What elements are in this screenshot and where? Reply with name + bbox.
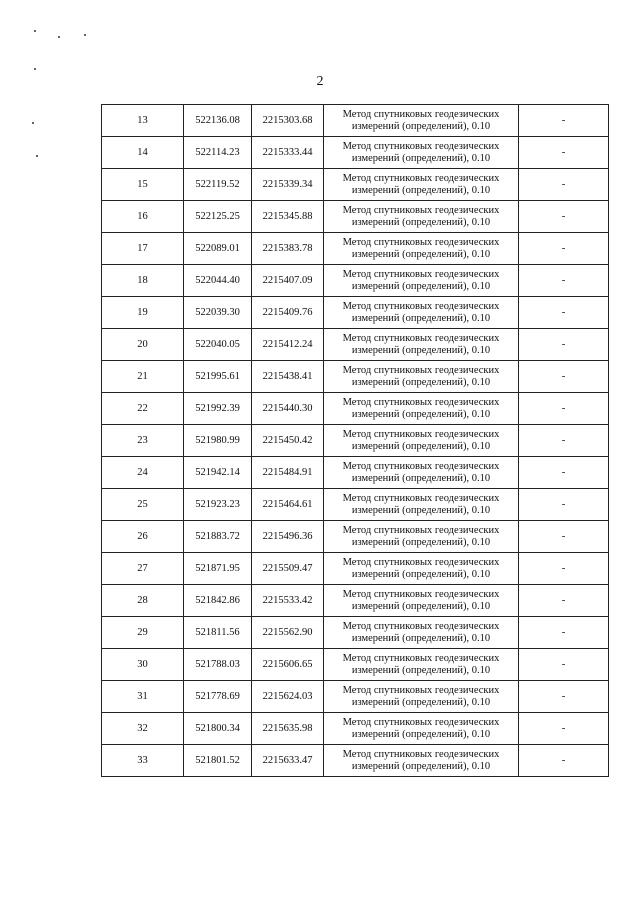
point-number-cell	[102, 393, 184, 425]
note-text: -	[561, 595, 566, 606]
note-text: -	[561, 563, 566, 574]
point-number-cell	[102, 617, 184, 649]
x-coordinate-cell	[184, 201, 252, 233]
method-text: измерений (определений), 0.10	[351, 760, 491, 772]
y-coordinate-cell	[252, 745, 324, 777]
point-number-cell	[102, 553, 184, 585]
method-cell	[324, 105, 519, 137]
y-coordinate-text: 2215409.76	[262, 307, 313, 318]
method-text: измерений (определений), 0.10	[351, 632, 491, 644]
note-cell	[519, 425, 609, 457]
x-coordinate-cell	[184, 105, 252, 137]
method-cell	[324, 521, 519, 553]
note-cell	[519, 297, 609, 329]
point-number-cell	[102, 265, 184, 297]
method-text: Метод спутниковых геодезических	[342, 556, 500, 568]
y-coordinate-text: 2215438.41	[262, 371, 313, 382]
point-number-cell	[102, 105, 184, 137]
y-coordinate-cell	[252, 329, 324, 361]
x-coordinate-text: 521992.39	[195, 403, 240, 414]
y-coordinate-text: 2215333.44	[262, 147, 313, 158]
y-coordinate-text: 2215533.42	[262, 595, 313, 606]
y-coordinate-text: 2215407.09	[262, 275, 313, 286]
x-coordinate-text: 522039.30	[195, 307, 240, 318]
y-coordinate-text: 2215450.42	[262, 435, 313, 446]
method-text: Метод спутниковых геодезических	[342, 460, 500, 472]
scan-speck	[34, 30, 36, 32]
note-cell	[519, 329, 609, 361]
point-number-cell	[102, 521, 184, 553]
point-number-text: 20	[137, 339, 148, 350]
method-text: измерений (определений), 0.10	[351, 216, 491, 228]
point-number-cell	[102, 425, 184, 457]
y-coordinate-cell	[252, 169, 324, 201]
table-row	[102, 585, 609, 617]
note-cell	[519, 553, 609, 585]
point-number-text: 32	[137, 723, 148, 734]
x-coordinate-cell	[184, 649, 252, 681]
note-cell	[519, 585, 609, 617]
table-row	[102, 201, 609, 233]
note-text: -	[561, 467, 566, 478]
method-text: Метод спутниковых геодезических	[342, 204, 500, 216]
y-coordinate-cell	[252, 713, 324, 745]
method-text: Метод спутниковых геодезических	[342, 748, 500, 760]
method-text: Метод спутниковых геодезических	[342, 396, 500, 408]
x-coordinate-text: 521871.95	[195, 563, 240, 574]
point-number-text: 30	[137, 659, 148, 670]
x-coordinate-cell	[184, 361, 252, 393]
y-coordinate-cell	[252, 361, 324, 393]
method-text: измерений (определений), 0.10	[351, 440, 491, 452]
note-text: -	[561, 307, 566, 318]
method-cell	[324, 713, 519, 745]
x-coordinate-cell	[184, 233, 252, 265]
table-row	[102, 137, 609, 169]
coordinates-table-body	[102, 105, 609, 777]
x-coordinate-text: 522089.01	[195, 243, 240, 254]
method-cell	[324, 745, 519, 777]
point-number-text: 25	[137, 499, 148, 510]
note-cell	[519, 265, 609, 297]
method-text: измерений (определений), 0.10	[351, 184, 491, 196]
note-cell	[519, 713, 609, 745]
note-text: -	[561, 531, 566, 542]
point-number-cell	[102, 201, 184, 233]
x-coordinate-cell	[184, 489, 252, 521]
note-text: -	[561, 147, 566, 158]
point-number-cell	[102, 489, 184, 521]
x-coordinate-cell	[184, 617, 252, 649]
point-number-cell	[102, 585, 184, 617]
method-cell	[324, 649, 519, 681]
method-text: измерений (определений), 0.10	[351, 152, 491, 164]
y-coordinate-cell	[252, 393, 324, 425]
note-cell	[519, 649, 609, 681]
table-row	[102, 489, 609, 521]
table-row	[102, 233, 609, 265]
point-number-cell	[102, 361, 184, 393]
table-row	[102, 425, 609, 457]
x-coordinate-text: 521778.69	[195, 691, 240, 702]
method-text: Метод спутниковых геодезических	[342, 172, 500, 184]
note-text: -	[561, 339, 566, 350]
point-number-cell	[102, 329, 184, 361]
note-cell	[519, 521, 609, 553]
method-text: измерений (определений), 0.10	[351, 120, 491, 132]
point-number-cell	[102, 137, 184, 169]
method-text: Метод спутниковых геодезических	[342, 716, 500, 728]
method-cell	[324, 681, 519, 713]
point-number-text: 14	[137, 147, 148, 158]
method-cell	[324, 201, 519, 233]
point-number-text: 31	[137, 691, 148, 702]
note-text: -	[561, 499, 566, 510]
method-text: измерений (определений), 0.10	[351, 664, 491, 676]
method-text: измерений (определений), 0.10	[351, 280, 491, 292]
note-cell	[519, 201, 609, 233]
y-coordinate-text: 2215345.88	[262, 211, 313, 222]
y-coordinate-cell	[252, 617, 324, 649]
method-text: Метод спутниковых геодезических	[342, 108, 500, 120]
method-text: Метод спутниковых геодезических	[342, 524, 500, 536]
x-coordinate-text: 521883.72	[195, 531, 240, 542]
point-number-cell	[102, 169, 184, 201]
method-text: измерений (определений), 0.10	[351, 600, 491, 612]
x-coordinate-text: 521995.61	[195, 371, 240, 382]
scan-speck	[84, 34, 86, 36]
table-row	[102, 393, 609, 425]
y-coordinate-cell	[252, 265, 324, 297]
method-text: Метод спутниковых геодезических	[342, 428, 500, 440]
y-coordinate-cell	[252, 489, 324, 521]
method-cell	[324, 361, 519, 393]
x-coordinate-cell	[184, 329, 252, 361]
x-coordinate-cell	[184, 265, 252, 297]
point-number-text: 16	[137, 211, 148, 222]
method-text: Метод спутниковых геодезических	[342, 332, 500, 344]
table-row	[102, 169, 609, 201]
y-coordinate-text: 2215440.30	[262, 403, 313, 414]
table-row	[102, 457, 609, 489]
x-coordinate-text: 521923.23	[195, 499, 240, 510]
method-cell	[324, 265, 519, 297]
x-coordinate-text: 521788.03	[195, 659, 240, 670]
table-row	[102, 681, 609, 713]
x-coordinate-text: 521980.99	[195, 435, 240, 446]
x-coordinate-text: 522040.05	[195, 339, 240, 350]
x-coordinate-cell	[184, 137, 252, 169]
note-cell	[519, 169, 609, 201]
table-row	[102, 329, 609, 361]
point-number-text: 18	[137, 275, 148, 286]
y-coordinate-cell	[252, 649, 324, 681]
point-number-text: 19	[137, 307, 148, 318]
x-coordinate-cell	[184, 457, 252, 489]
x-coordinate-cell	[184, 713, 252, 745]
x-coordinate-text: 522136.08	[195, 115, 240, 126]
y-coordinate-text: 2215509.47	[262, 563, 313, 574]
point-number-cell	[102, 233, 184, 265]
note-text: -	[561, 179, 566, 190]
note-cell	[519, 361, 609, 393]
scan-speck	[32, 122, 34, 124]
x-coordinate-cell	[184, 553, 252, 585]
scan-speck	[58, 36, 60, 38]
method-text: измерений (определений), 0.10	[351, 344, 491, 356]
x-coordinate-text: 522044.40	[195, 275, 240, 286]
method-cell	[324, 617, 519, 649]
method-text: измерений (определений), 0.10	[351, 312, 491, 324]
x-coordinate-cell	[184, 297, 252, 329]
method-text: измерений (определений), 0.10	[351, 536, 491, 548]
table-row	[102, 105, 609, 137]
note-text: -	[561, 755, 566, 766]
x-coordinate-cell	[184, 393, 252, 425]
x-coordinate-text: 521800.34	[195, 723, 240, 734]
point-number-text: 17	[137, 243, 148, 254]
scan-speck	[36, 155, 38, 157]
x-coordinate-cell	[184, 521, 252, 553]
note-cell	[519, 745, 609, 777]
table-row	[102, 265, 609, 297]
y-coordinate-cell	[252, 553, 324, 585]
note-cell	[519, 137, 609, 169]
method-cell	[324, 233, 519, 265]
y-coordinate-cell	[252, 457, 324, 489]
method-cell	[324, 553, 519, 585]
point-number-text: 23	[137, 435, 148, 446]
x-coordinate-text: 521842.86	[195, 595, 240, 606]
method-text: Метод спутниковых геодезических	[342, 588, 500, 600]
y-coordinate-text: 2215464.61	[262, 499, 313, 510]
method-text: Метод спутниковых геодезических	[342, 492, 500, 504]
point-number-text: 13	[137, 115, 148, 126]
y-coordinate-cell	[252, 425, 324, 457]
x-coordinate-cell	[184, 169, 252, 201]
y-coordinate-cell	[252, 233, 324, 265]
method-cell	[324, 393, 519, 425]
y-coordinate-text: 2215606.65	[262, 659, 313, 670]
point-number-text: 33	[137, 755, 148, 766]
note-cell	[519, 681, 609, 713]
x-coordinate-text: 521811.56	[195, 627, 240, 638]
point-number-text: 29	[137, 627, 148, 638]
y-coordinate-cell	[252, 297, 324, 329]
y-coordinate-text: 2215635.98	[262, 723, 313, 734]
method-text: Метод спутниковых геодезических	[342, 140, 500, 152]
point-number-text: 21	[137, 371, 148, 382]
method-cell	[324, 137, 519, 169]
x-coordinate-cell	[184, 425, 252, 457]
point-number-cell	[102, 681, 184, 713]
method-text: Метод спутниковых геодезических	[342, 364, 500, 376]
x-coordinate-text: 521801.52	[195, 755, 240, 766]
note-text: -	[561, 723, 566, 734]
table-row	[102, 297, 609, 329]
table-row	[102, 361, 609, 393]
point-number-cell	[102, 713, 184, 745]
y-coordinate-text: 2215412.24	[262, 339, 313, 350]
method-text: Метод спутниковых геодезических	[342, 684, 500, 696]
y-coordinate-text: 2215383.78	[262, 243, 313, 254]
y-coordinate-cell	[252, 201, 324, 233]
method-text: измерений (определений), 0.10	[351, 472, 491, 484]
x-coordinate-text: 521942.14	[195, 467, 240, 478]
x-coordinate-text: 522114.23	[195, 147, 240, 158]
note-text: -	[561, 435, 566, 446]
y-coordinate-text: 2215633.47	[262, 755, 313, 766]
method-text: Метод спутниковых геодезических	[342, 268, 500, 280]
point-number-text: 26	[137, 531, 148, 542]
y-coordinate-cell	[252, 681, 324, 713]
note-text: -	[561, 371, 566, 382]
y-coordinate-cell	[252, 585, 324, 617]
note-cell	[519, 105, 609, 137]
method-cell	[324, 297, 519, 329]
note-text: -	[561, 691, 566, 702]
note-text: -	[561, 403, 566, 414]
point-number-text: 28	[137, 595, 148, 606]
method-cell	[324, 329, 519, 361]
method-text: Метод спутниковых геодезических	[342, 620, 500, 632]
note-cell	[519, 233, 609, 265]
method-cell	[324, 425, 519, 457]
point-number-text: 15	[137, 179, 148, 190]
method-text: Метод спутниковых геодезических	[342, 300, 500, 312]
point-number-text: 22	[137, 403, 148, 414]
note-text: -	[561, 275, 566, 286]
y-coordinate-text: 2215484.91	[262, 467, 313, 478]
note-cell	[519, 489, 609, 521]
method-text: измерений (определений), 0.10	[351, 568, 491, 580]
note-text: -	[561, 243, 566, 254]
y-coordinate-text: 2215303.68	[262, 115, 313, 126]
note-text: -	[561, 115, 566, 126]
x-coordinate-text: 522119.52	[195, 179, 240, 190]
method-cell	[324, 489, 519, 521]
method-text: Метод спутниковых геодезических	[342, 652, 500, 664]
method-text: измерений (определений), 0.10	[351, 728, 491, 740]
point-number-cell	[102, 649, 184, 681]
method-text: измерений (определений), 0.10	[351, 408, 491, 420]
note-cell	[519, 393, 609, 425]
x-coordinate-cell	[184, 585, 252, 617]
note-cell	[519, 457, 609, 489]
method-cell	[324, 585, 519, 617]
y-coordinate-cell	[252, 105, 324, 137]
note-text: -	[561, 211, 566, 222]
table-row	[102, 521, 609, 553]
note-cell	[519, 617, 609, 649]
method-text: измерений (определений), 0.10	[351, 248, 491, 260]
x-coordinate-cell	[184, 681, 252, 713]
note-text: -	[561, 659, 566, 670]
x-coordinate-text: 522125.25	[195, 211, 240, 222]
method-text: Метод спутниковых геодезических	[342, 236, 500, 248]
y-coordinate-text: 2215624.03	[262, 691, 313, 702]
x-coordinate-cell	[184, 745, 252, 777]
point-number-cell	[102, 297, 184, 329]
y-coordinate-text: 2215496.36	[262, 531, 313, 542]
method-text: измерений (определений), 0.10	[351, 696, 491, 708]
table-row	[102, 745, 609, 777]
point-number-text: 27	[137, 563, 148, 574]
table-row	[102, 713, 609, 745]
method-text: измерений (определений), 0.10	[351, 376, 491, 388]
y-coordinate-text: 2215339.34	[262, 179, 313, 190]
method-cell	[324, 169, 519, 201]
table-row	[102, 617, 609, 649]
point-number-cell	[102, 457, 184, 489]
y-coordinate-cell	[252, 521, 324, 553]
page-number: 2	[316, 74, 324, 89]
table-row	[102, 553, 609, 585]
note-text: -	[561, 627, 566, 638]
scan-speck	[34, 68, 36, 70]
point-number-text: 24	[137, 467, 148, 478]
method-cell	[324, 457, 519, 489]
method-text: измерений (определений), 0.10	[351, 504, 491, 516]
table-row	[102, 649, 609, 681]
y-coordinate-cell	[252, 137, 324, 169]
point-number-cell	[102, 745, 184, 777]
y-coordinate-text: 2215562.90	[262, 627, 313, 638]
coordinates-table	[101, 104, 609, 777]
